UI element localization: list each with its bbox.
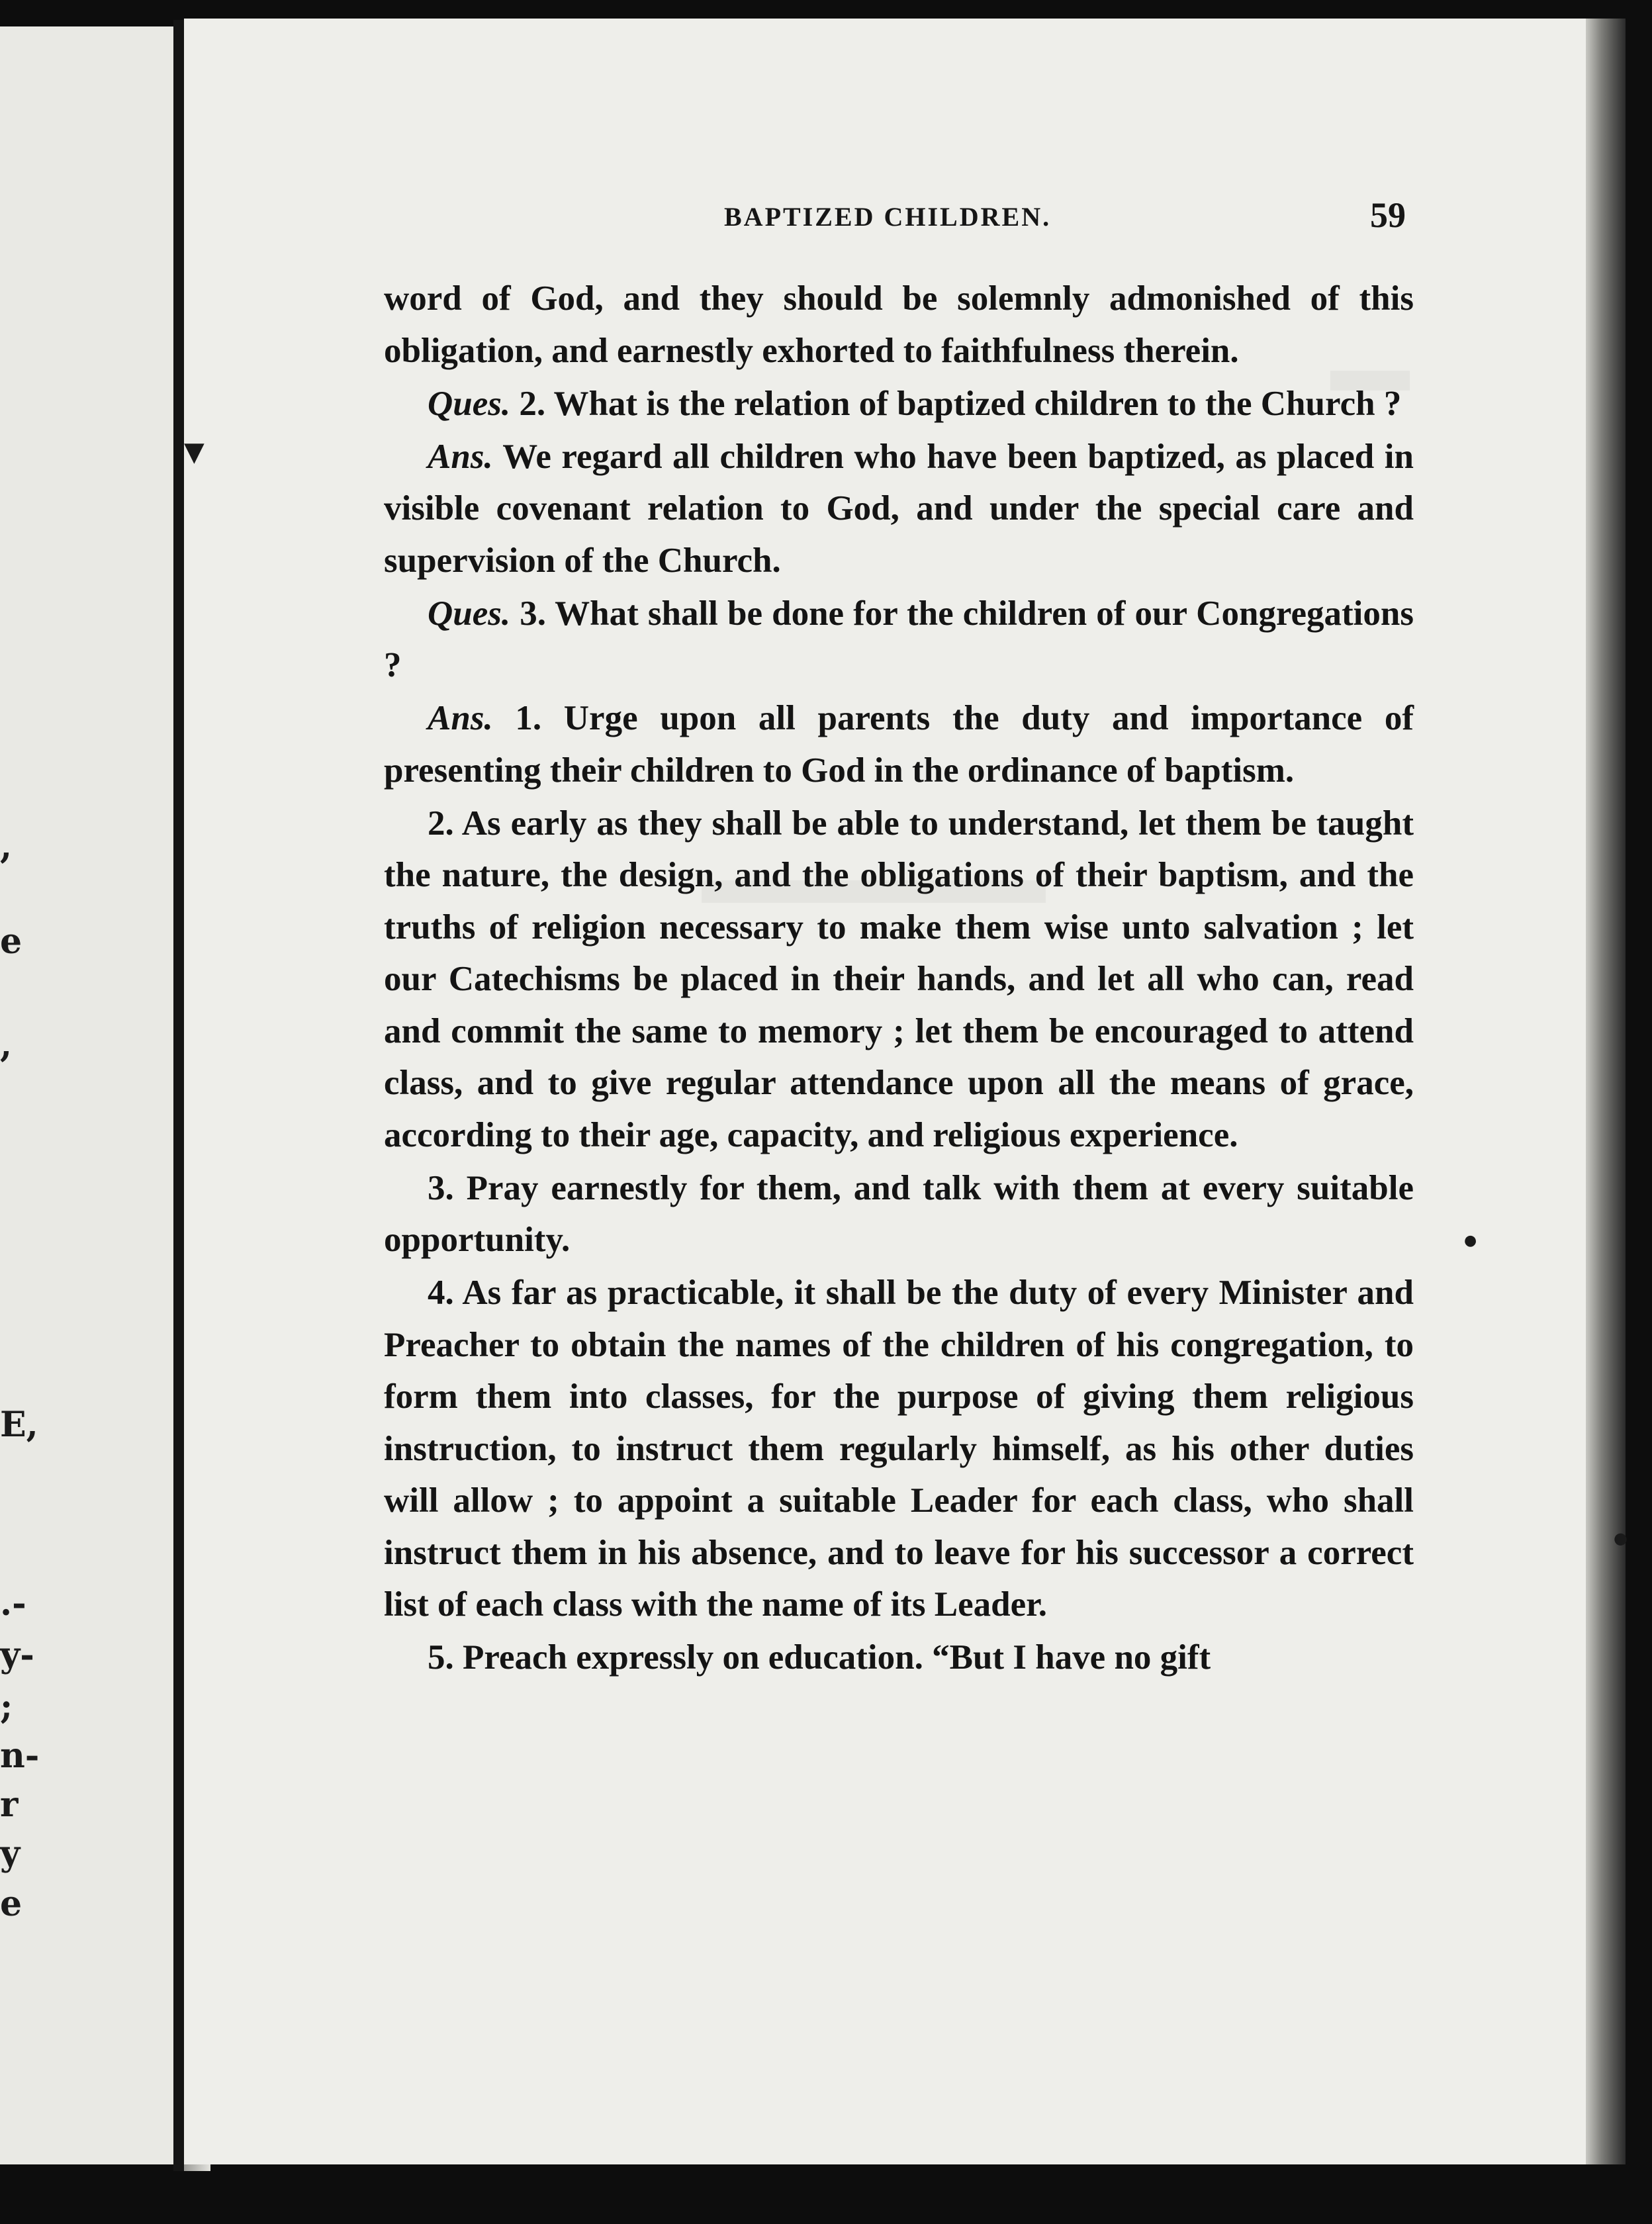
question-paragraph	[384, 588, 1414, 692]
facing-page-fragment: ,	[0, 1025, 13, 1065]
paragraph-text: We regard all children who have been baptized, as placed in visible covenant relation to God, and under the special care and supervision of the Church.	[384, 437, 1414, 580]
facing-page-fragment: E,	[0, 1405, 38, 1445]
paragraph-text: 2. As early as they shall be able to understand, let them be taught the nature, the design, and the obligations of their baptism, and the truths of religion necessary to make them wise unto salvation ; let our Catechisms be placed in their hands, and let all who can, read and commit the same to memory ; let them be encouraged to attend class, and to give regular attendance upon all the means of grace, according to their age, capacity, and religious experience.	[384, 804, 1414, 1154]
facing-page-fragment: e	[0, 921, 23, 962]
facing-page-fragment: y	[0, 1833, 21, 1874]
paragraph-text: 1. Urge upon all parents the duty and importance of presenting their children to God in the ordinance of baptism.	[384, 699, 1414, 790]
question-lead: Ques.	[428, 594, 511, 633]
paragraph-text: 5. Preach expressly on education. “But I have no gift	[428, 1638, 1211, 1677]
answer-lead: Ans.	[428, 437, 493, 476]
facing-page-fragment: r	[0, 1784, 19, 1825]
facing-page-fragment: n-	[0, 1736, 40, 1776]
facing-page-edge	[0, 26, 176, 2164]
facing-page-fragment: ,	[0, 826, 13, 866]
paragraph-text: 2. What is the relation of baptized children to the Church ?	[510, 384, 1402, 423]
question-lead: Ques.	[428, 384, 511, 423]
numbered-paragraph	[384, 1632, 1414, 1684]
question-paragraph	[384, 378, 1414, 430]
paragraph-text: 4. As far as practicable, it shall be the duty of every Minister and Preacher to obtain the names of the children of his congregation, to form them into classes, for the purpose of giving them religious instruction, to instruct them regularly himself, as his other duties will allow ; to appoint a suitable Leader for each class, who shall instruct them in his absence, and to leave for his successor a correct list of each class with the name of its Leader.	[384, 1274, 1414, 1624]
page-body-text	[384, 273, 1414, 1685]
book-gutter	[173, 20, 184, 2171]
paragraph-text: word of God, and they should be solemnly admonished of this obligation, and earnestly exhorted to faithfulness therein.	[384, 279, 1414, 370]
running-title: BAPTIZED CHILDREN.	[724, 202, 1052, 232]
numbered-paragraph	[384, 1267, 1414, 1631]
answer-paragraph	[384, 692, 1414, 796]
paragraph	[384, 273, 1414, 377]
facing-page-fragment: ;	[0, 1687, 13, 1727]
ink-speck: ●	[1464, 1232, 1477, 1249]
page-number: 59	[1370, 195, 1406, 235]
page-edge-right	[1586, 19, 1626, 2164]
answer-lead: Ans.	[428, 699, 493, 737]
answer-paragraph	[384, 431, 1414, 587]
numbered-paragraph	[384, 798, 1414, 1162]
paragraph-text: 3. Pray earnestly for them, and talk with them at every suitable opportunity.	[384, 1168, 1414, 1259]
paragraph-text: 3. What shall be done for the children of our Congregations ?	[384, 594, 1414, 684]
ink-speck: ●	[1614, 1529, 1628, 1548]
binding-notch-mark: ▼	[184, 437, 205, 467]
numbered-paragraph	[384, 1162, 1414, 1266]
facing-page-fragment: e	[0, 1884, 23, 1924]
facing-page-fragment: .-	[0, 1583, 26, 1624]
facing-page-fragment: y-	[0, 1635, 34, 1675]
